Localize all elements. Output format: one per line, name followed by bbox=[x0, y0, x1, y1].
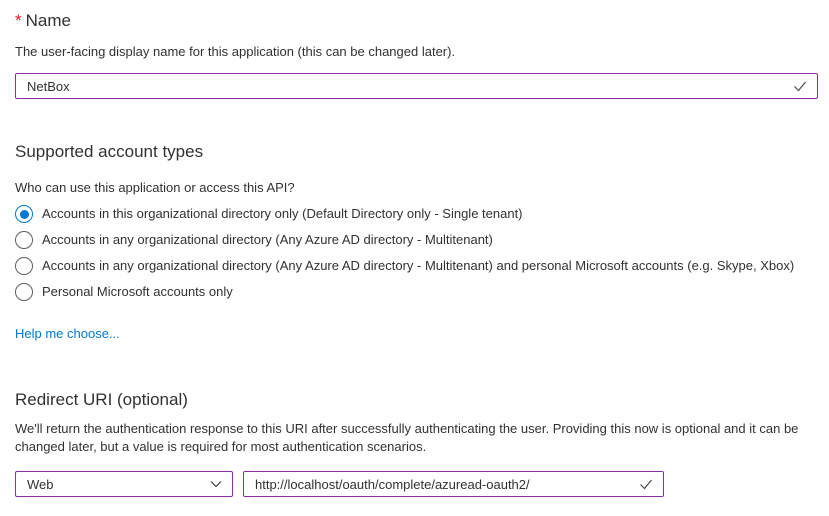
redirect-uri-controls bbox=[15, 471, 817, 497]
radio-option-personal-only[interactable] bbox=[15, 283, 817, 301]
radio-option-multitenant-personal[interactable] bbox=[15, 257, 817, 275]
radio-option-label: Accounts in any organizational directory (Any Azure AD directory - Multitenant) and personal Microsoft accounts (e.g. Skype, Xbox) bbox=[42, 258, 795, 273]
radio-option-multitenant[interactable] bbox=[15, 231, 817, 249]
name-input-wrap bbox=[15, 73, 818, 99]
redirect-uri-input[interactable] bbox=[243, 471, 664, 497]
account-types-radio-group bbox=[15, 205, 817, 301]
radio-button-icon[interactable] bbox=[15, 257, 33, 275]
radio-dot bbox=[20, 210, 29, 219]
account-types-section-title: Supported account types bbox=[15, 142, 204, 161]
radio-option-label: Accounts in any organizational directory (Any Azure AD directory - Multitenant) bbox=[42, 232, 493, 247]
radio-option-single-tenant[interactable] bbox=[15, 205, 817, 223]
radio-button-icon[interactable] bbox=[15, 283, 33, 301]
redirect-uri-section-title: Redirect URI (optional) bbox=[15, 390, 188, 409]
radio-option-label: Accounts in this organizational directory only (Default Directory only - Single tenant) bbox=[42, 206, 523, 221]
help-me-choose-link[interactable]: Help me choose... bbox=[15, 326, 120, 341]
platform-selected-value: Web bbox=[27, 476, 54, 492]
name-input[interactable] bbox=[15, 73, 818, 99]
chevron-down-icon bbox=[209, 477, 223, 491]
required-asterisk: * bbox=[15, 11, 22, 30]
radio-button-icon[interactable] bbox=[15, 231, 33, 249]
account-types-question: Who can use this application or access this API? bbox=[15, 180, 295, 195]
platform-select[interactable] bbox=[15, 471, 233, 497]
radio-option-label: Personal Microsoft accounts only bbox=[42, 284, 233, 299]
name-section-title bbox=[15, 10, 817, 32]
redirect-uri-input-wrap bbox=[243, 471, 664, 497]
redirect-uri-description: We'll return the authentication response to this URI after successfully authenticating the user. Providing this now is optional and it can be changed later, but a value is required for most authentication scenarios. bbox=[15, 421, 799, 454]
name-description: The user-facing display name for this application (this can be changed later). bbox=[15, 44, 456, 59]
name-title-text: Name bbox=[25, 11, 71, 30]
radio-button-icon[interactable] bbox=[15, 205, 33, 223]
